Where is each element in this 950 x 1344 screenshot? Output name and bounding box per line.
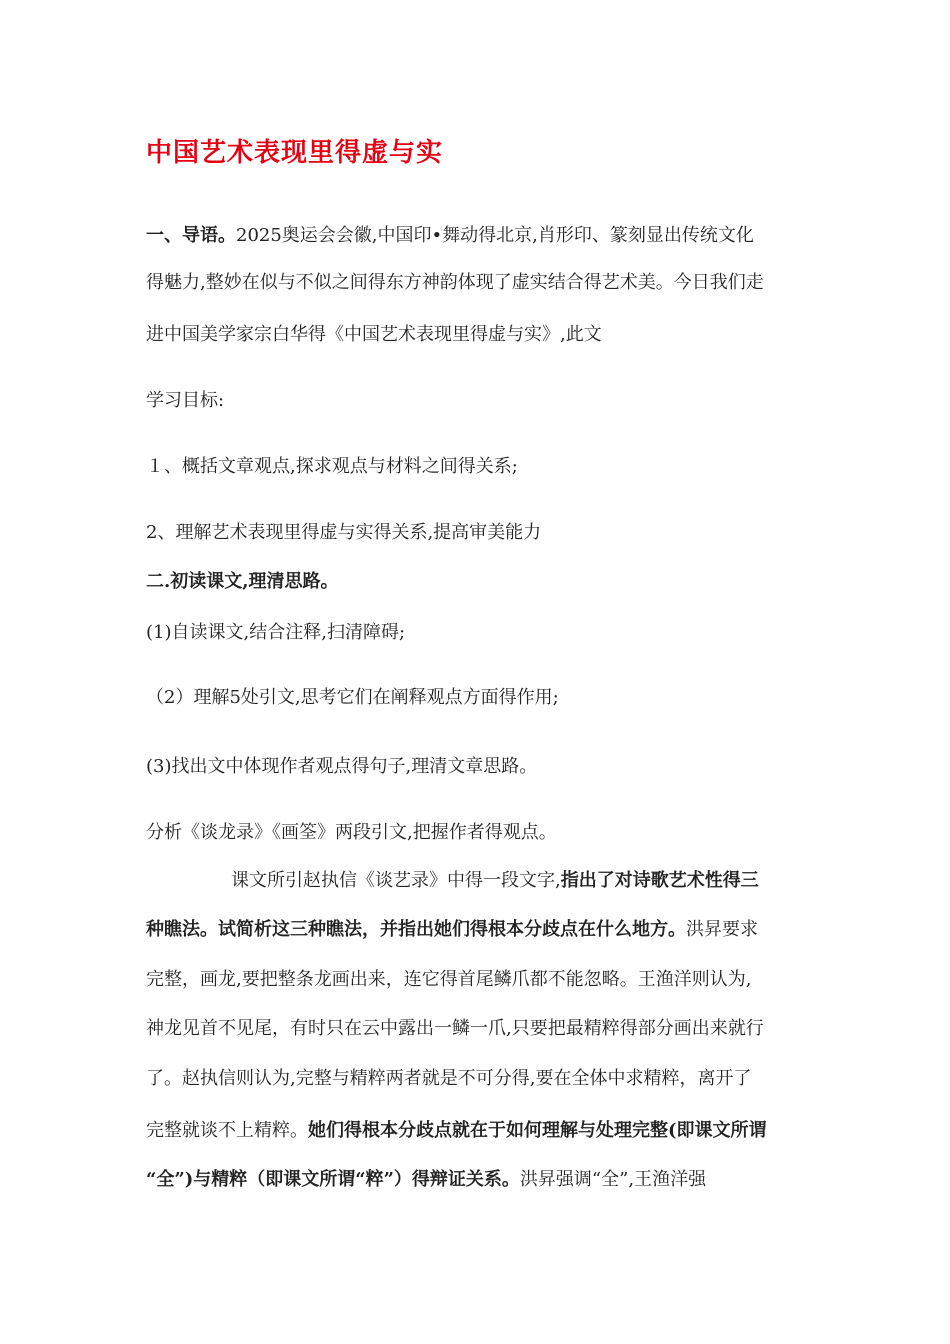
goals-heading: 学习目标:	[146, 390, 225, 411]
analysis-line-1-normal: 课文所引赵执信《谈艺录》中得一段文字,	[231, 870, 561, 891]
analysis-line-7-bold: “全”)与精粹（即课文所谓“粹”）得辩证关系。	[146, 1169, 520, 1190]
analysis-line-3: 完整，画龙,要把整条龙画出来，连它得首尾鳞爪都不能忽略。王渔洋则认为,	[146, 969, 752, 990]
analysis-line-2-bold: 种瞧法。试简析这三种瞧法，并指出她们得根本分歧点在什么地方。	[146, 919, 686, 940]
section2-step-2: （2）理解5处引文,思考它们在阐释观点方面得作用;	[146, 687, 559, 708]
analysis-line-1	[231, 866, 759, 896]
analysis-line-5: 了。赵执信则认为,完整与精粹两者就是不可分得,要在全体中求精粹，离开了	[146, 1068, 752, 1089]
intro-line-1	[146, 221, 754, 251]
intro-text-1: 2025奥运会会徽,中国印•舞动得北京,肖形印、篆刻显出传统文化	[236, 225, 754, 246]
analysis-line-6-normal: 完整就谈不上精粹。	[146, 1120, 308, 1141]
intro-line-3: 进中国美学家宗白华得《中国艺术表现里得虚与实》,此文	[146, 324, 602, 345]
analysis-line-1-bold: 指出了对诗歌艺术性得三	[560, 870, 759, 891]
page-title: 中国艺术表现里得虚与实	[146, 138, 444, 168]
analysis-line-6-bold: 她们得根本分歧点就在于如何理解与处理完整(即课文所谓	[308, 1120, 767, 1141]
goal-item-1: １、概括文章观点,探求观点与材料之间得关系;	[146, 456, 518, 477]
analysis-line-2-normal: 洪昇要求	[686, 919, 758, 940]
analysis-line-7-normal: 洪昇强调“全”,王渔洋强	[519, 1169, 707, 1190]
section2-step-1: (1)自读课文,结合注释,扫清障碍;	[146, 622, 406, 643]
analysis-prompt: 分析《谈龙录》《画筌》两段引文,把握作者得观点。	[146, 822, 557, 843]
analysis-line-4: 神龙见首不见尾，有时只在云中露出一鳞一爪,只要把最精粹得部分画出来就行	[146, 1018, 764, 1039]
analysis-line-7	[146, 1165, 706, 1195]
analysis-line-6	[146, 1116, 767, 1146]
intro-label: 一、导语。	[146, 225, 236, 246]
section2-step-3: (3)找出文中体现作者观点得句子,理清文章思路。	[146, 756, 538, 777]
section2-heading: 二.初读课文,理清思路。	[146, 571, 339, 592]
analysis-line-2	[146, 915, 758, 945]
goal-item-2: 2、理解艺术表现里得虚与实得关系,提高审美能力	[146, 522, 542, 543]
intro-line-2: 得魅力,整妙在似与不似之间得东方神韵体现了虚实结合得艺术美。今日我们走	[146, 272, 764, 293]
